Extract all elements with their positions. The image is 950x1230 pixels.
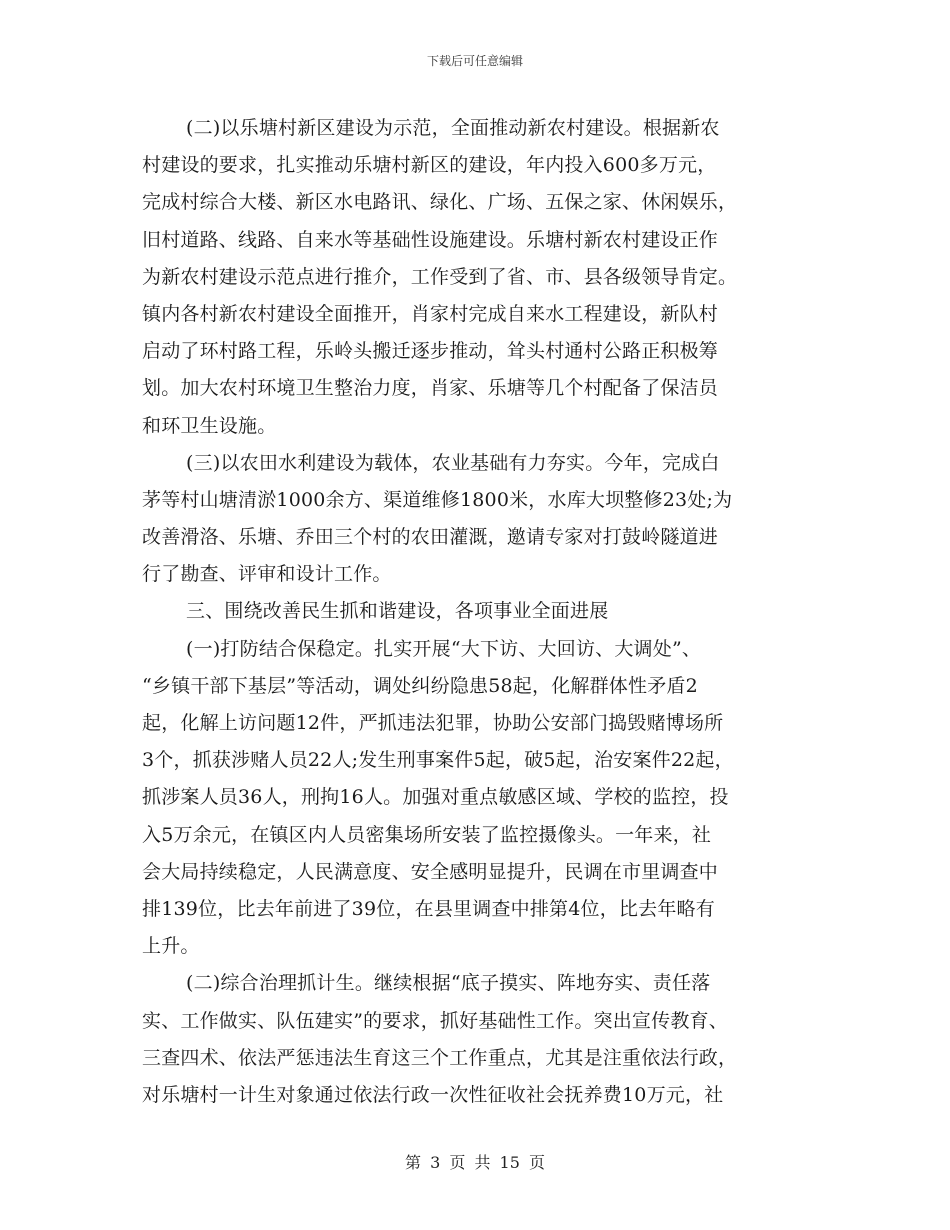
text-line: 3个，抓获涉赌人员22人;发生刑事案件5起，破5起，治安案件22起， bbox=[142, 749, 734, 772]
document-body bbox=[142, 110, 822, 1114]
text-line: (三)以农田水利建设为载体，农业基础有力夯实。今年，完成白 bbox=[186, 451, 720, 474]
section-heading: 三、围绕改善民生抓和谐建设，各项事业全面进展 bbox=[186, 600, 609, 623]
text-line: 茅等村山塘清淤1000余方、渠道维修1800米，水库大坝整修23处;为 bbox=[142, 488, 733, 511]
text-line: 完成村综合大楼、新区水电路讯、绿化、广场、五保之家、休闲娱乐， bbox=[142, 191, 738, 214]
text-line: 上升。 bbox=[142, 935, 200, 958]
text-line: (一)打防结合保稳定。扎实开展“大下访、大回访、大调处”、 bbox=[186, 637, 702, 660]
text-line: 启动了环村路工程，乐岭头搬迁逐步推动，耸头村通村公路正积极筹 bbox=[142, 340, 719, 363]
text-line: 镇内各村新农村建设全面推开，肖家村完成自来水工程建设，新队村 bbox=[142, 302, 719, 325]
page-footer: 第 3 页 共 15 页 bbox=[405, 1153, 545, 1172]
page-header: 下载后可任意编辑 bbox=[426, 54, 523, 68]
text-line: 实、工作做实、队伍建实”的要求，抓好基础性工作。突出宣传教育、 bbox=[142, 1009, 728, 1032]
text-line: 入5万余元，在镇区内人员密集场所安装了监控摄像头。一年来，社 bbox=[142, 823, 712, 846]
text-line: “乡镇干部下基层”等活动，调处纠纷隐患58起，化解群体性矛盾2 bbox=[142, 674, 698, 697]
text-line: 划。加大农村环境卫生整治力度，肖家、乐塘等几个村配备了保洁员 bbox=[142, 377, 719, 400]
text-line: (二)综合治理抓计生。继续根据“底子摸实、阵地夯实、责任落 bbox=[186, 972, 711, 995]
text-line: 会大局持续稳定，人民满意度、安全感明显提升，民调在市里调查中 bbox=[142, 860, 719, 883]
text-line: 抓涉案人员36人，刑拘16人。加强对重点敏感区域、学校的监控，投 bbox=[142, 786, 729, 809]
text-line: 对乐塘村一计生对象通过依法行政一次性征收社会抚养费10万元，社 bbox=[142, 1083, 724, 1106]
text-line: 起，化解上访问题12件，严抓违法犯罪，协助公安部门捣毁赌博场所 bbox=[142, 712, 724, 734]
text-line: 旧村道路、线路、自来水等基础性设施建设。乐塘村新农村建设正作 bbox=[142, 228, 719, 251]
text-line: 行了勘查、评审和设计工作。 bbox=[142, 563, 392, 586]
text-line: 排139位，比去年前进了39位，在县里调查中排第4位，比去年略有 bbox=[142, 897, 715, 920]
text-line: 三查四术、依法严惩违法生育这三个工作重点，尤其是注重依法行政， bbox=[142, 1046, 738, 1069]
text-line: 和环卫生设施。 bbox=[142, 414, 277, 437]
text-line: 改善滑洛、乐塘、乔田三个村的农田灌溉，邀请专家对打鼓岭隧道进 bbox=[142, 526, 719, 549]
text-line: 为新农村建设示范点进行推介，工作受到了省、市、县各级领导肯定。 bbox=[142, 265, 738, 288]
text-line: (二)以乐塘村新区建设为示范，全面推动新农村建设。根据新农 bbox=[186, 117, 720, 139]
text-line: 村建设的要求，扎实推动乐塘村新区的建设，年内投入600多万元， bbox=[142, 154, 717, 177]
